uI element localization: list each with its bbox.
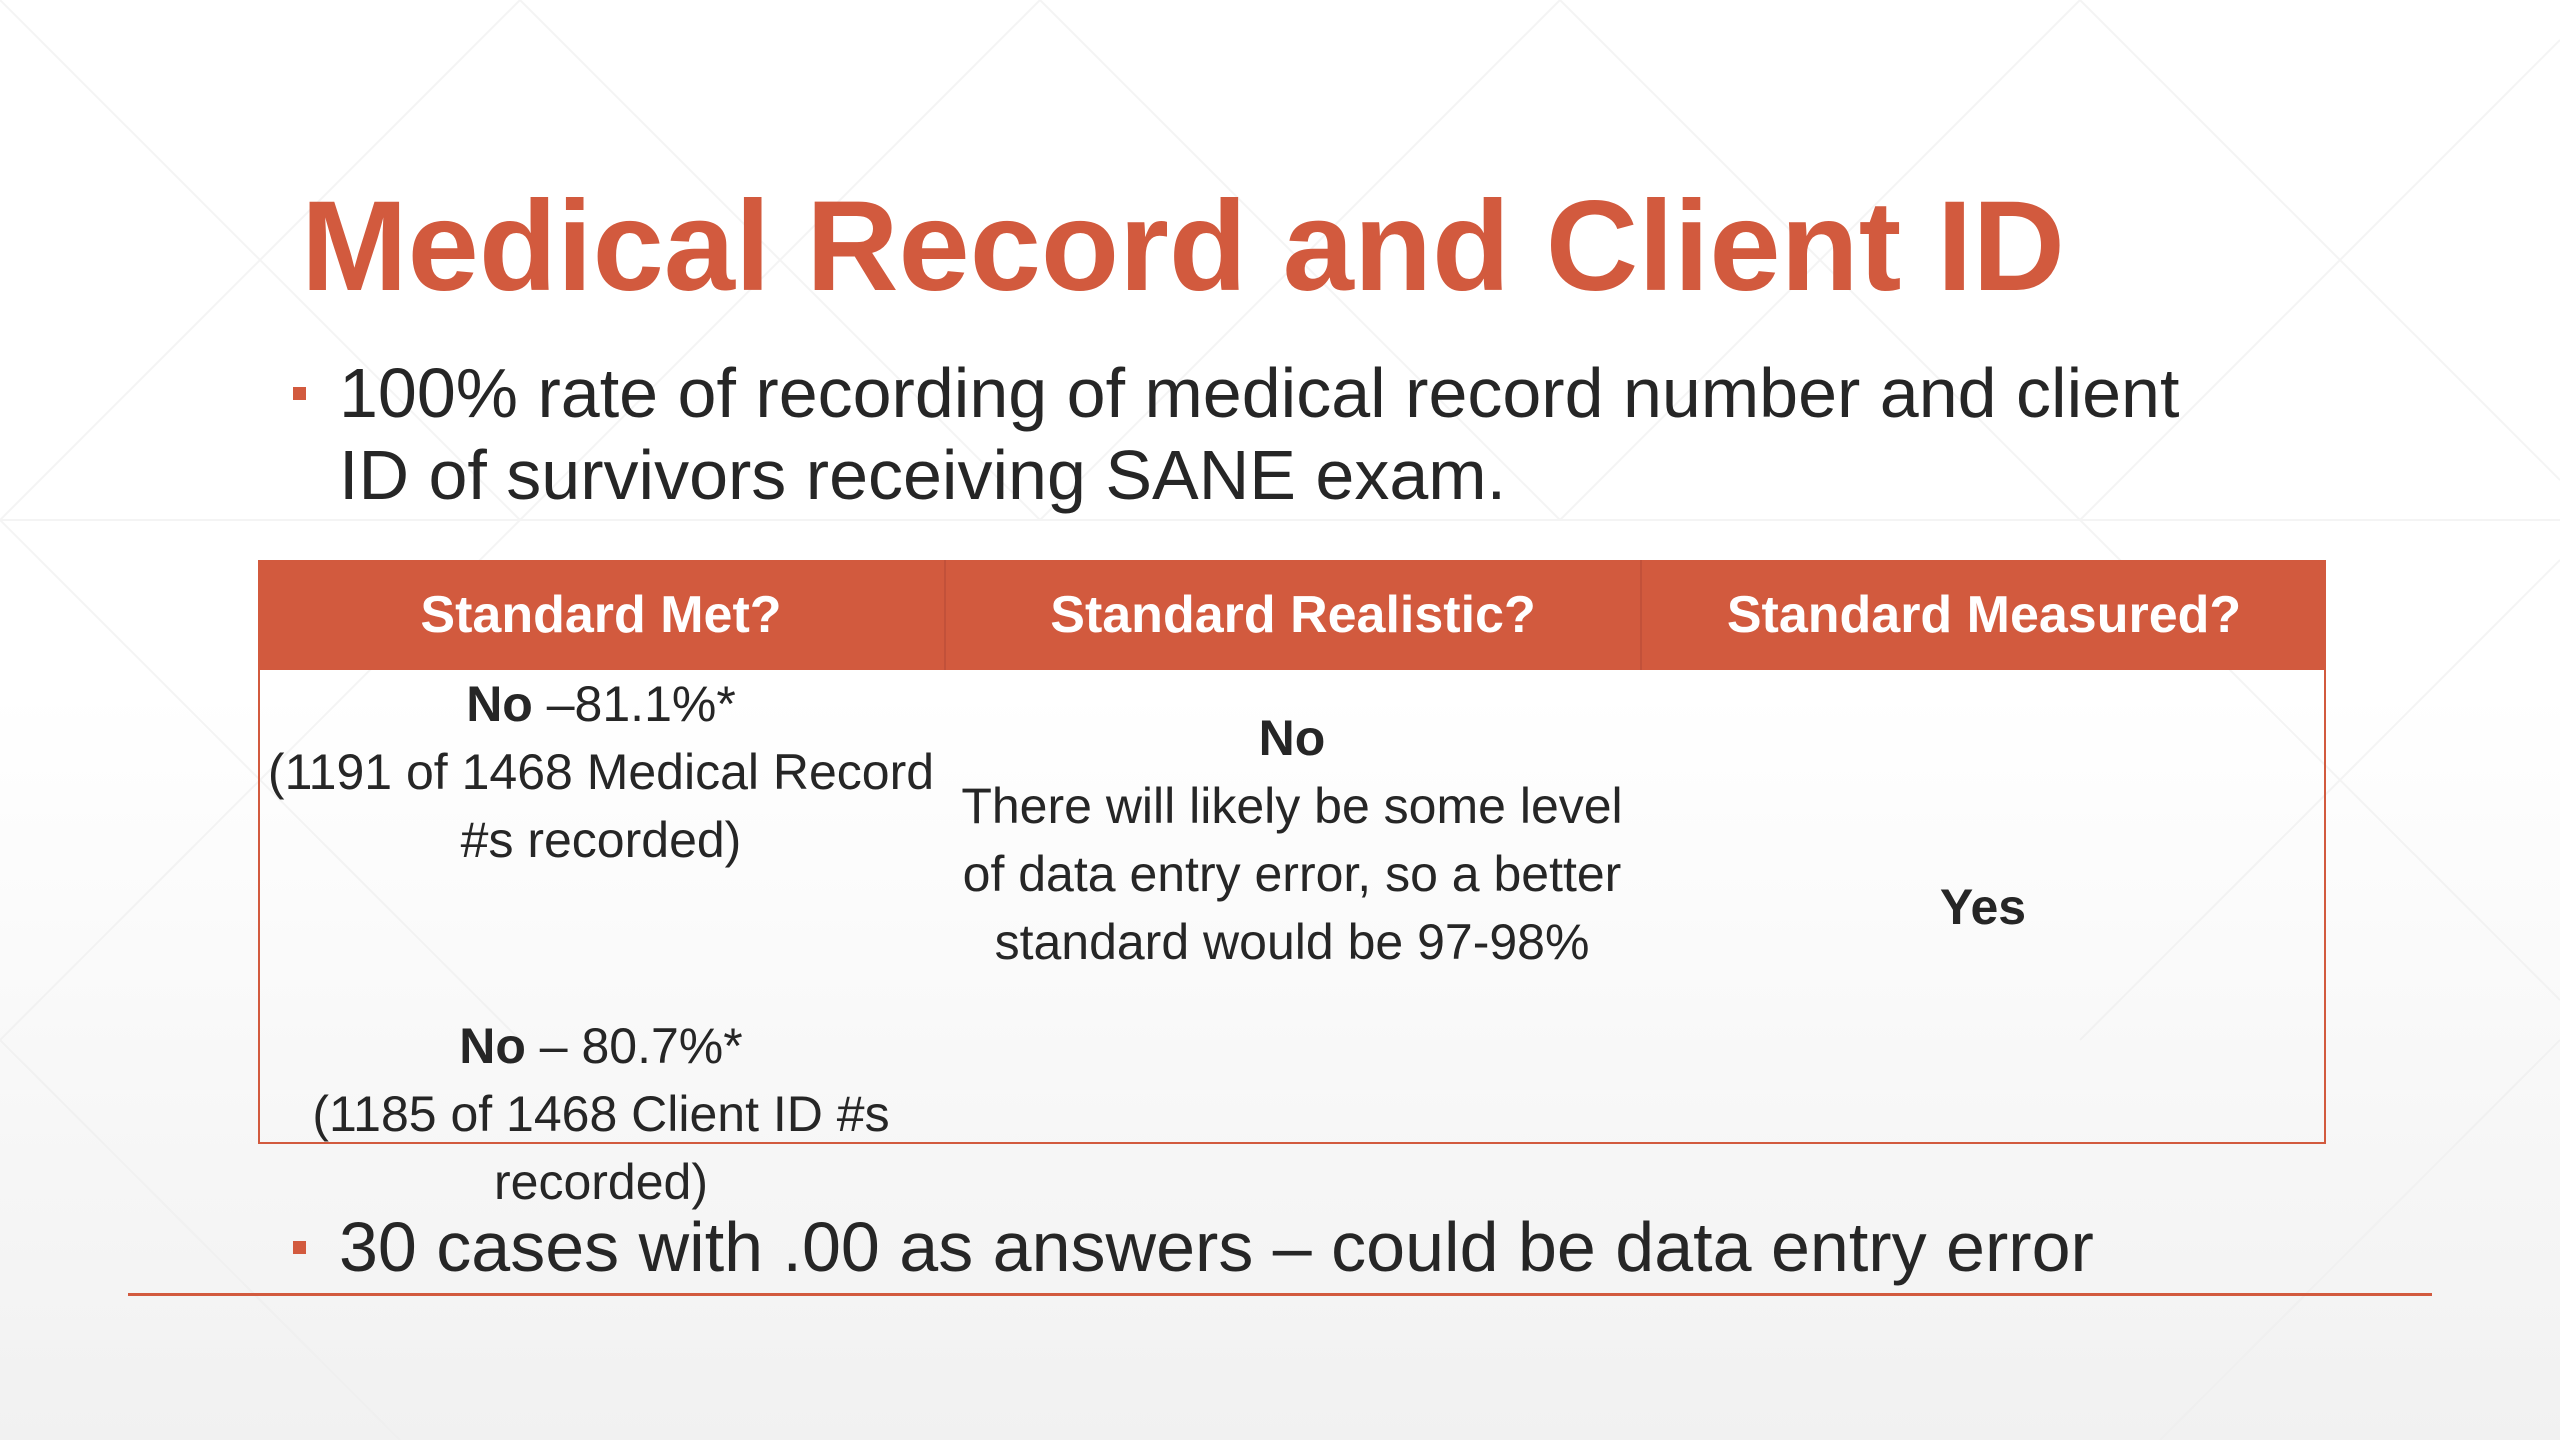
cell-standard-met xyxy=(258,670,944,1210)
bullet-item xyxy=(293,1206,2193,1296)
medical-record-answer: No xyxy=(466,676,533,732)
table-header-row xyxy=(258,560,2326,670)
header-standard-measured: Standard Measured? xyxy=(1640,560,2326,670)
medical-record-detail: (1191 of 1468 Medical Record #s recorded) xyxy=(267,744,935,868)
client-id-detail: (1185 of 1468 Client ID #s recorded) xyxy=(312,1086,890,1210)
spacer xyxy=(258,874,944,1012)
slide-title: Medical Record and Client ID xyxy=(301,175,2065,318)
client-id-rate: – 80.7%* xyxy=(525,1018,743,1074)
bullet-text: 100% rate of recording of medical record number and client ID of survivors receiving SANE exam. xyxy=(339,354,2180,514)
table-row xyxy=(258,670,2326,1210)
cell-standard-measured xyxy=(1640,670,2326,1144)
cell-standard-realistic xyxy=(944,670,1640,1144)
measured-answer: Yes xyxy=(1939,879,2027,935)
bullet-text: 30 cases with .00 as answers – could be data entry error xyxy=(339,1208,2094,1286)
medical-record-result xyxy=(258,670,944,738)
header-standard-realistic: Standard Realistic? xyxy=(944,560,1640,670)
square-bullet-icon xyxy=(293,387,306,400)
client-id-result xyxy=(258,1012,944,1080)
realistic-answer: No xyxy=(1258,710,1326,766)
square-bullet-icon xyxy=(293,1241,306,1254)
medical-record-rate: –81.1%* xyxy=(532,676,736,732)
bullet-item xyxy=(293,352,2193,522)
standards-table xyxy=(258,560,2326,1210)
realistic-detail: There will likely be some level of data entry error, so a better standard would be 97-98% xyxy=(961,778,1623,970)
header-standard-met: Standard Met? xyxy=(420,586,782,644)
divider xyxy=(128,1293,2432,1296)
client-id-answer: No xyxy=(459,1018,526,1074)
